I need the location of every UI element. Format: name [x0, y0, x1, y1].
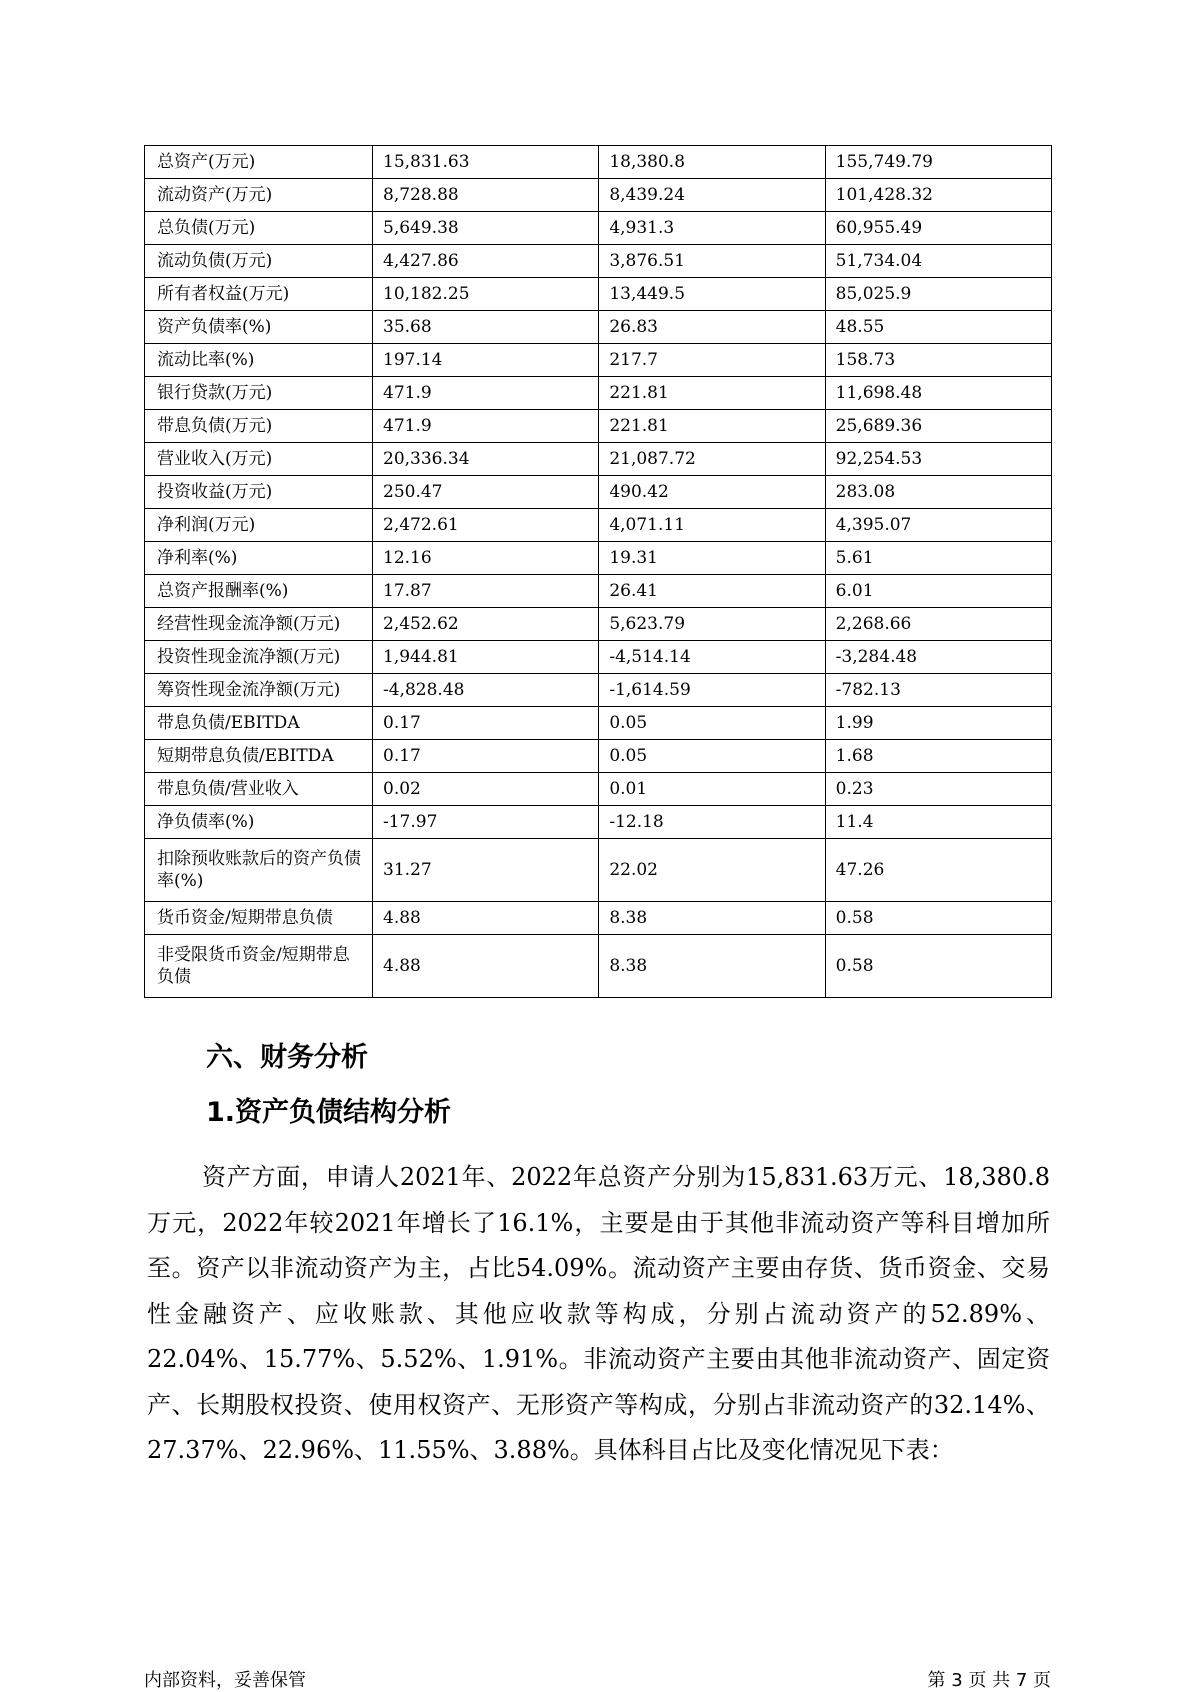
row-label: 投资性现金流净额(万元) [145, 641, 373, 674]
row-label: 所有者权益(万元) [145, 278, 373, 311]
value-cell: 25,689.36 [825, 410, 1051, 443]
value-cell: 250.47 [373, 476, 599, 509]
value-cell: 0.58 [825, 902, 1051, 935]
value-cell: 158.73 [825, 344, 1051, 377]
sub-heading: 1.资产负债结构分析 [206, 1097, 452, 1128]
value-cell: 197.14 [373, 344, 599, 377]
table-row [145, 245, 1052, 278]
value-cell: 2,452.62 [373, 608, 599, 641]
value-cell: 4,427.86 [373, 245, 599, 278]
value-cell: -4,514.14 [599, 641, 825, 674]
footer-confidential-note: 内部资料，妥善保管 [144, 1670, 306, 1691]
row-label: 营业收入(万元) [145, 443, 373, 476]
table-row [145, 542, 1052, 575]
value-cell: -3,284.48 [825, 641, 1051, 674]
row-label: 扣除预收账款后的资产负债率(%) [145, 839, 373, 902]
value-cell: 0.02 [373, 773, 599, 806]
value-cell: 11.4 [825, 806, 1051, 839]
value-cell: 21,087.72 [599, 443, 825, 476]
row-label: 净负债率(%) [145, 806, 373, 839]
table-row [145, 839, 1052, 902]
value-cell: 26.41 [599, 575, 825, 608]
value-cell: 2,268.66 [825, 608, 1051, 641]
value-cell: 10,182.25 [373, 278, 599, 311]
row-label: 总负债(万元) [145, 212, 373, 245]
table-row [145, 410, 1052, 443]
row-label: 货币资金/短期带息负债 [145, 902, 373, 935]
value-cell: 471.9 [373, 410, 599, 443]
value-cell: 26.83 [599, 311, 825, 344]
value-cell: 0.17 [373, 707, 599, 740]
row-label: 流动资产(万元) [145, 179, 373, 212]
table-row [145, 509, 1052, 542]
value-cell: 221.81 [599, 410, 825, 443]
value-cell: 31.27 [373, 839, 599, 902]
table-row [145, 575, 1052, 608]
value-cell: 4,931.3 [599, 212, 825, 245]
value-cell: 13,449.5 [599, 278, 825, 311]
body-paragraph: 资产方面，申请人2021年、2022年总资产分别为15,831.63万元、18,380.8万元，2022年较2021年增长了16.1%，主要是由于其他非流动资产等科目增加所至。资产以非流动资产为主，占比54.09%。流动资产主要由存货、货币资金、交易性金融资产、应收账款、其他应收款等构成，分别占流动资产的52.89%、22.04%、15.77%、5.52%、1.91%。非流动资产主要由其他非流动资产、固定资产、长期股权投资、使用权资产、无形资产等构成，分别占非流动资产的32.14%、27.37%、22.96%、11.55%、3.88%。具体科目占比及变化情况见下表： [147, 1163, 1050, 1464]
value-cell: 101,428.32 [825, 179, 1051, 212]
value-cell: 221.81 [599, 377, 825, 410]
value-cell: 283.08 [825, 476, 1051, 509]
row-label: 资产负债率(%) [145, 311, 373, 344]
value-cell: 47.26 [825, 839, 1051, 902]
row-label: 带息负债/EBITDA [145, 707, 373, 740]
value-cell: -4,828.48 [373, 674, 599, 707]
value-cell: -12.18 [599, 806, 825, 839]
value-cell: 20,336.34 [373, 443, 599, 476]
value-cell: 471.9 [373, 377, 599, 410]
value-cell: 5,649.38 [373, 212, 599, 245]
table-row [145, 179, 1052, 212]
row-label: 净利润(万元) [145, 509, 373, 542]
value-cell: 48.55 [825, 311, 1051, 344]
footer-page-number: 第 3 页 共 7 页 [927, 1670, 1051, 1691]
table-body [145, 146, 1052, 998]
value-cell: 155,749.79 [825, 146, 1051, 179]
table-row [145, 344, 1052, 377]
value-cell: 92,254.53 [825, 443, 1051, 476]
value-cell: 15,831.63 [373, 146, 599, 179]
value-cell: 8.38 [599, 935, 825, 998]
table-row [145, 146, 1052, 179]
row-label: 带息负债/营业收入 [145, 773, 373, 806]
row-label: 短期带息负债/EBITDA [145, 740, 373, 773]
table-row [145, 806, 1052, 839]
table-row [145, 935, 1052, 998]
value-cell: 12.16 [373, 542, 599, 575]
row-label: 总资产报酬率(%) [145, 575, 373, 608]
table-row [145, 641, 1052, 674]
row-label: 总资产(万元) [145, 146, 373, 179]
row-label: 银行贷款(万元) [145, 377, 373, 410]
table-row [145, 278, 1052, 311]
value-cell: 51,734.04 [825, 245, 1051, 278]
value-cell: 3,876.51 [599, 245, 825, 278]
value-cell: 5.61 [825, 542, 1051, 575]
value-cell: 0.01 [599, 773, 825, 806]
table-row [145, 476, 1052, 509]
value-cell: 8,439.24 [599, 179, 825, 212]
value-cell: 0.17 [373, 740, 599, 773]
value-cell: 1.99 [825, 707, 1051, 740]
value-cell: -1,614.59 [599, 674, 825, 707]
row-label: 流动负债(万元) [145, 245, 373, 278]
value-cell: 4,395.07 [825, 509, 1051, 542]
value-cell: 17.87 [373, 575, 599, 608]
table-row [145, 608, 1052, 641]
table-row [145, 740, 1052, 773]
value-cell: 1,944.81 [373, 641, 599, 674]
row-label: 投资收益(万元) [145, 476, 373, 509]
table-row [145, 212, 1052, 245]
value-cell: 0.23 [825, 773, 1051, 806]
financial-indicators-table [144, 145, 1052, 998]
value-cell: 2,472.61 [373, 509, 599, 542]
value-cell: 4.88 [373, 935, 599, 998]
value-cell: 60,955.49 [825, 212, 1051, 245]
table-row [145, 707, 1052, 740]
value-cell: 22.02 [599, 839, 825, 902]
row-label: 流动比率(%) [145, 344, 373, 377]
value-cell: -17.97 [373, 806, 599, 839]
value-cell: 11,698.48 [825, 377, 1051, 410]
value-cell: 5,623.79 [599, 608, 825, 641]
value-cell: 19.31 [599, 542, 825, 575]
table-row [145, 377, 1052, 410]
table-row [145, 443, 1052, 476]
value-cell: 0.05 [599, 707, 825, 740]
table-row [145, 674, 1052, 707]
value-cell: 85,025.9 [825, 278, 1051, 311]
value-cell: 1.68 [825, 740, 1051, 773]
value-cell: 0.58 [825, 935, 1051, 998]
value-cell: 6.01 [825, 575, 1051, 608]
value-cell: 8,728.88 [373, 179, 599, 212]
row-label: 经营性现金流净额(万元) [145, 608, 373, 641]
row-label: 净利率(%) [145, 542, 373, 575]
value-cell: 4.88 [373, 902, 599, 935]
value-cell: 35.68 [373, 311, 599, 344]
value-cell: 490.42 [599, 476, 825, 509]
value-cell: 4,071.11 [599, 509, 825, 542]
row-label: 带息负债(万元) [145, 410, 373, 443]
value-cell: 0.05 [599, 740, 825, 773]
table-row [145, 311, 1052, 344]
value-cell: 217.7 [599, 344, 825, 377]
table-row [145, 902, 1052, 935]
value-cell: -782.13 [825, 674, 1051, 707]
section-heading: 六、财务分析 [206, 1042, 368, 1073]
table-row [145, 773, 1052, 806]
row-label: 非受限货币资金/短期带息负债 [145, 935, 373, 998]
value-cell: 8.38 [599, 902, 825, 935]
value-cell: 18,380.8 [599, 146, 825, 179]
row-label: 筹资性现金流净额(万元) [145, 674, 373, 707]
